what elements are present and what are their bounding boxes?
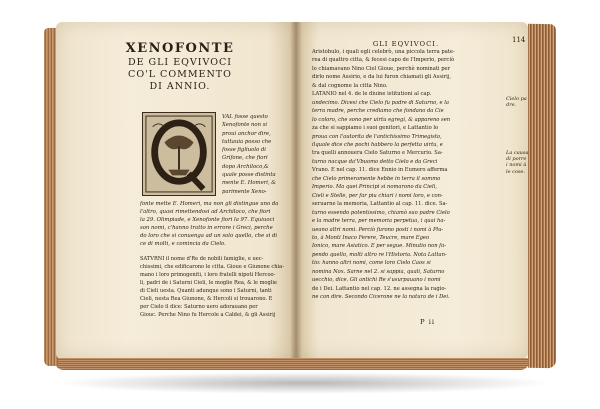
subtitle-line-2: CO'L COMMENTO xyxy=(128,68,232,80)
left-body-line: tuttauia posso che xyxy=(222,138,272,145)
left-body-line: Cieli, nesta Rea Giunone, & Hercoli si trouarono. E xyxy=(140,296,273,302)
margin-note-causa xyxy=(506,150,540,175)
left-body-line: fonte mette E. Homeri, ma non gli distingue uno da xyxy=(140,201,279,207)
subtitle-line-1: DE GLI EQVIVOCI xyxy=(127,56,233,68)
right-body-line: pendo quello, molti altro re l'Historia. Nota Lattan- xyxy=(312,251,447,258)
right-body-line: ne con dire. Secondo Cicerone ne la natura de i Dei. xyxy=(312,294,450,301)
right-body-line: seruarne la memoria, Lattantio al cap. 11. dice. Sa- xyxy=(312,201,448,208)
right-body-line: e la madre terra, per memoria perpetua, i quai ha- xyxy=(312,218,446,225)
left-body-paragraph xyxy=(140,200,326,248)
left-body-line: mente E. Homeri, & xyxy=(222,180,277,187)
left-body-line: per Cielo il dice: Saturno uero adorauano per xyxy=(140,304,258,310)
right-body-line: nomina Nox. Sarne nel 2. si sappia, quali, Saturno xyxy=(312,268,445,275)
right-body-line: ueano altri nomi. Perciò furono posti i nomi à Plu- xyxy=(312,226,444,233)
left-body-line: SATVRNI il nome d'Re de nobili famiglie, e uec- xyxy=(140,256,264,262)
right-body-line: za che si sappiamo i suoi genitori, e Lattantio lo xyxy=(312,125,439,132)
running-head: GLI EQVIVOCI. xyxy=(372,40,440,48)
margin-note-line: dre. xyxy=(506,102,517,109)
margin-note-line: i nomi à xyxy=(506,162,527,169)
left-body-line: proui anchor dire, xyxy=(222,130,271,137)
right-body-line: Vrano. E nel cap. 11. dice Ennio in Eumero afferma xyxy=(312,167,448,174)
right-body-line: lo coloro, che sono per uirtu egregi, & appareno sen xyxy=(312,116,451,123)
left-body-line: dopo Archiloco,& xyxy=(222,163,269,170)
right-body-line: dirlo nome Assirio, e da lui furon chiamati gli Assirij, xyxy=(312,74,452,81)
right-body-line: che Cielo primeramente hebbe in terra il sommo xyxy=(312,175,441,182)
margin-note-line: Cielo pa xyxy=(506,96,527,102)
left-body-line: Grifone, che fiori xyxy=(222,155,268,162)
left-body-line: do loro che si conuenga ad un solo quello, che si di xyxy=(140,233,278,239)
page-edges-right xyxy=(528,24,556,368)
right-body-line: lo chiamavano Nino Ciel Gioue, perchè nominati per xyxy=(312,65,451,72)
right-body-line: ilquale dice che pochi habbero la perfetta uirtu, e xyxy=(312,141,443,148)
right-body-line: turno nacque da'Vbuomo detto Cielo e da Greci xyxy=(312,158,438,165)
left-body-line: ce di molti, e comincia da Cielo. xyxy=(140,241,226,247)
left-body-line: parimente Xeno- xyxy=(222,188,267,195)
left-body-line: la 29. Olimpiade, e Xenofonte fiori la 97. Equiuoci xyxy=(140,217,275,223)
right-body-line: Aristobulo, i quali egli celebrò, una piccola terra pate- xyxy=(312,49,455,55)
margin-note-line: le cose. xyxy=(506,168,526,175)
right-body-line: rea di quattro citta, & fecesi capo de l'Imperio, perciò xyxy=(312,57,455,64)
left-body-line: l'altro, quasi rimettendosi ad Archiloco, che fiori xyxy=(140,209,271,215)
left-body-line: Giouc. Perche Nino fu Hercole a Caldei, & gli Assirij xyxy=(140,312,276,318)
margin-note-line: La causa xyxy=(506,150,529,156)
right-body-line: tio: hanno altri nomi, come loro Cielo Caos si xyxy=(312,260,431,267)
right-body-line: Cieli e Stelle, per far piu chiari i nomi loro, e con- xyxy=(312,192,443,199)
book-shadow xyxy=(54,372,554,394)
initial-letter-illustration xyxy=(143,113,215,195)
right-body-line: Ionico, mare Asiatico. E per segue. Minutio non fa- xyxy=(312,243,446,250)
right-body-line: terra madre, perche crediamo che fondano da Cie xyxy=(312,108,444,115)
right-body-line: tra quelli annouera Cielo Saturno e Mercurio. Sa- xyxy=(312,150,443,157)
left-body-line: Xenofonte non si xyxy=(222,122,268,129)
right-body-line: uecchio, dice. Gli antichi Re s'usurpauano i nomi xyxy=(312,277,441,284)
left-body-line: li, padri de i Saturni Cieli, le moglie Rea, & le moglie xyxy=(140,280,278,286)
left-body-line: quale posse distinta xyxy=(222,172,276,179)
left-body-paragraph-saturni xyxy=(140,255,326,319)
left-body-line: mano i loro primogeniti, i loro fratelli nipoti Hercoo- xyxy=(140,272,276,278)
right-body-line: to, à Monti Inaco Ferere, Teucre, mare Egeo xyxy=(312,234,430,241)
margin-note-line: di porre xyxy=(506,156,527,163)
right-body-text xyxy=(312,48,500,302)
left-body-line: son nomi, c'hanno tratto in errore i Greci, perche xyxy=(140,225,273,231)
right-body-line: LATANIO nel 4. de le diuine istitutioni al cap. xyxy=(312,91,432,98)
right-body-line: proua con l'autorita de l'antichissimo Trimegisto, xyxy=(312,133,442,140)
left-body-line: di Cieli uesta. Quanti adunque sono i Saturni, tanti xyxy=(140,288,272,294)
right-body-line: undecimo. Dicesi che Cielo fu padre di Saturno, e la xyxy=(312,99,449,106)
page-edges-bottom xyxy=(54,358,530,370)
subtitle-line-3: DI ANNIO. xyxy=(149,80,211,92)
folio-number: 114 xyxy=(512,36,526,44)
left-body-line: fosse figliuolo di xyxy=(222,147,266,154)
right-body-line: de i Dei. Lattantio nel cap. 12. ne assegna la ragio- xyxy=(312,285,447,292)
margin-note-cielo xyxy=(506,96,540,108)
signature-mark: P ii xyxy=(420,318,436,326)
left-body-line: chissimi, che edificarono le citta. Gioue e Giunone chia- xyxy=(140,264,284,270)
decorated-initial xyxy=(142,112,216,196)
left-page-title xyxy=(96,42,264,93)
right-body-line: turno essendo potentissimo, chiamò suo padre Cielo xyxy=(312,209,450,216)
book-title: XENOFONTE xyxy=(125,41,235,56)
right-body-line: Imperio. Ma quei Principi si nomarono da Cieli, xyxy=(312,184,437,191)
right-body-line: & dal cognome la citta Nino. xyxy=(312,82,388,89)
left-body-line: VAL fosse questo xyxy=(222,114,268,120)
